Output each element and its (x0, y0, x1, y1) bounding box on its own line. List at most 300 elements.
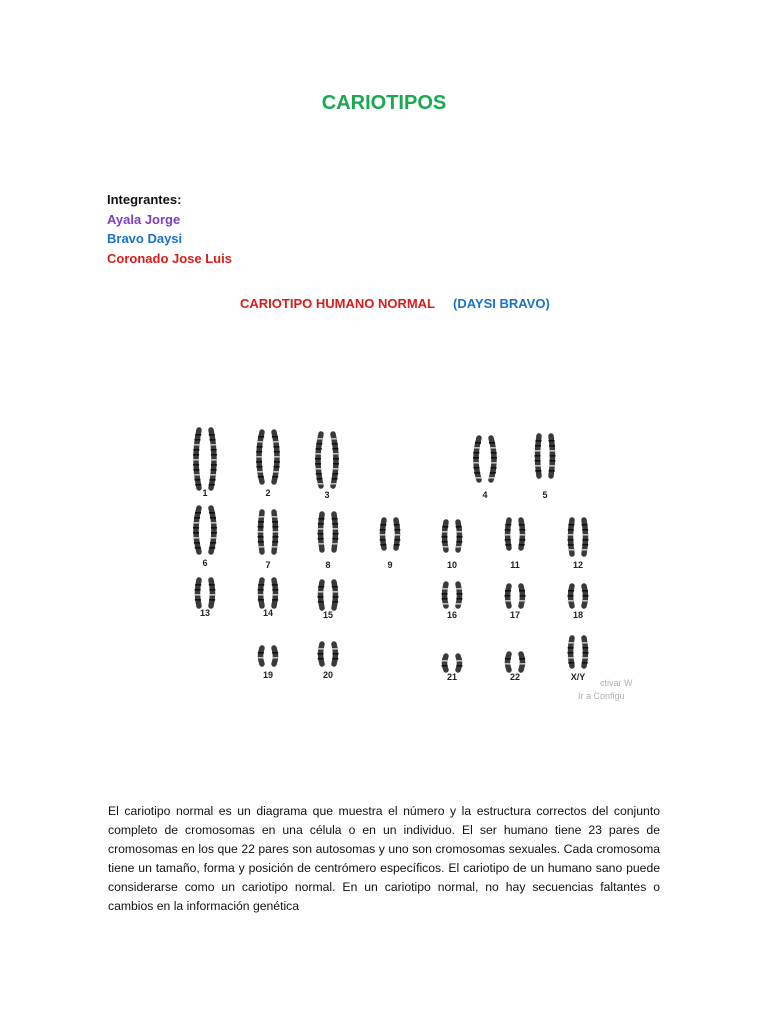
chromosome-band (505, 595, 511, 597)
chromosome-band (380, 529, 386, 531)
chromosome-band (491, 457, 497, 459)
chromosome-band (209, 434, 215, 436)
chromosome-band (549, 470, 555, 472)
chromosome-band (490, 472, 496, 474)
chromosome-band (568, 544, 574, 546)
chromosome-band (272, 521, 278, 523)
chromosome-pair (193, 508, 217, 568)
chromosome-pair (568, 520, 589, 570)
chromosome-band (535, 440, 541, 442)
chromosome-pair (258, 580, 279, 618)
chromosome-band (535, 445, 541, 447)
chromosome-band (195, 594, 201, 596)
chromosome-band (568, 647, 574, 649)
chromosome-band (256, 456, 262, 458)
chromosome-band (535, 465, 541, 467)
chromosome-band (272, 589, 278, 591)
chromosome-pair (505, 586, 526, 620)
chromosome-band (474, 447, 480, 449)
chromosome-band (195, 484, 201, 486)
chromosome-band (582, 642, 588, 644)
chromosome-band (210, 474, 216, 476)
chromosome-label: 18 (572, 610, 584, 620)
chromosome-band (394, 529, 400, 531)
chromosome-chromatid (211, 580, 213, 606)
chromosome-band (258, 536, 264, 538)
chromosome-band (210, 439, 216, 441)
chromosome-label: 2 (265, 488, 271, 498)
chromosome-band (257, 446, 263, 448)
chromosome-band (568, 662, 574, 664)
chromosome-band (442, 665, 448, 667)
chromosome-pair (193, 430, 217, 498)
chromosome-band (519, 539, 525, 541)
chromosome-band (568, 524, 574, 526)
chromosome-band (568, 590, 574, 592)
chromosome-label: 21 (446, 672, 458, 682)
chromosome-band (331, 438, 337, 440)
chromosome-band (535, 470, 541, 472)
chromosome-band (333, 468, 339, 470)
chromosome-band (456, 603, 462, 605)
chromosome-band (193, 459, 199, 461)
chromosome-band (272, 546, 278, 548)
karyotype-image (180, 420, 640, 710)
chromosome-band (332, 523, 338, 525)
chromosome-pair (258, 648, 279, 680)
chromosome-band (274, 456, 280, 458)
chromosome-band (549, 465, 555, 467)
chromosome-band (210, 444, 216, 446)
chromosome-band (194, 479, 200, 481)
chromosome-band (568, 595, 574, 597)
chromosome-band (519, 658, 525, 660)
chromosome-band (318, 601, 324, 603)
chromosome-band (194, 517, 200, 519)
chromosome-band (272, 584, 278, 586)
chromosome-band (582, 529, 588, 531)
chromosome-band (456, 546, 462, 548)
chromosome-band (193, 522, 199, 524)
chromosome-pair (505, 654, 526, 682)
chromosome-band (535, 455, 541, 457)
chromosome-band (272, 599, 278, 601)
chromosome-band (489, 442, 495, 444)
chromosome-chromatid (274, 648, 276, 664)
chromosome-pair (442, 656, 463, 682)
chromosome-label: 4 (482, 490, 488, 500)
chromosome-band (193, 532, 199, 534)
chromosome-band (316, 473, 322, 475)
chromosome-label: 8 (325, 560, 331, 570)
chromosome-band (456, 660, 462, 662)
chromosome-band (332, 533, 338, 535)
chromosome-band (318, 596, 324, 598)
chromosome-band (568, 642, 574, 644)
chromosome-chromatid (261, 580, 263, 606)
chromosome-band (194, 439, 200, 441)
chromosome-band (491, 462, 497, 464)
members-heading: Integrantes: (107, 192, 182, 207)
chromosome-band (258, 516, 264, 518)
chromosome-band (332, 478, 338, 480)
chromosome-band (568, 652, 574, 654)
chromosome-band (568, 539, 574, 541)
chromosome-band (318, 538, 324, 540)
chromosome-band (456, 665, 462, 667)
chromosome-band (456, 593, 462, 595)
chromosome-band (209, 547, 215, 549)
chromosome-label: 16 (446, 610, 458, 620)
chromosome-band (318, 586, 324, 588)
chromosome-band (380, 539, 386, 541)
chromosome-band (519, 600, 525, 602)
chromosome-band (193, 469, 199, 471)
chromosome-band (394, 539, 400, 541)
chromosome-band (318, 528, 324, 530)
chromosome-pair (318, 582, 339, 620)
chromosome-pair (318, 514, 339, 570)
chromosome-band (210, 517, 216, 519)
chromosome-band (211, 449, 217, 451)
chromosome-label: 9 (387, 560, 393, 570)
chromosome-band (568, 529, 574, 531)
chromosome-band (258, 546, 264, 548)
chromosome-band (210, 542, 216, 544)
chromosome-band (195, 547, 201, 549)
chromosome-band (333, 453, 339, 455)
karyotype-figure (180, 420, 640, 710)
chromosome-pair (195, 580, 216, 618)
chromosome-band (210, 479, 216, 481)
chromosome-band (582, 662, 588, 664)
chromosome-band (332, 538, 338, 540)
chromosome-band (211, 464, 217, 466)
subtitle-author: (DAYSI BRAVO) (453, 296, 550, 311)
chromosome-label: 5 (542, 490, 548, 500)
chromosome-band (272, 516, 278, 518)
chromosome-chromatid (445, 656, 447, 670)
chromosome-band (193, 449, 199, 451)
chromosome-band (193, 454, 199, 456)
chromosome-band (316, 448, 322, 450)
chromosome-band (505, 600, 511, 602)
chromosome-band (258, 526, 264, 528)
chromosome-band (394, 524, 400, 526)
chromosome-band (272, 536, 278, 538)
chromosome-label: 11 (510, 560, 520, 570)
chromosome-band (442, 588, 448, 590)
chromosome-band (519, 595, 525, 597)
watermark-line1: ctivar W (600, 678, 633, 688)
chromosome-chromatid (458, 656, 460, 670)
chromosome-pair (380, 520, 401, 570)
chromosome-pair (315, 434, 339, 500)
chromosome-band (272, 594, 278, 596)
chromosome-band (274, 466, 280, 468)
chromosome-band (318, 543, 324, 545)
chromosome-band (274, 451, 280, 453)
chromosome-band (442, 536, 448, 538)
chromosome-band (473, 467, 479, 469)
chromosome-band (568, 549, 574, 551)
chromosome-band (380, 544, 386, 546)
chromosome-band (505, 658, 511, 660)
chromosome-band (549, 445, 555, 447)
chromosome-pair (256, 432, 280, 498)
chromosome-band (489, 477, 495, 479)
chromosome-band (258, 521, 264, 523)
chromosome-band (195, 589, 201, 591)
chromosome-band (491, 452, 497, 454)
chromosome-band (442, 531, 448, 533)
chromosome-band (209, 512, 215, 514)
chromosome-label: 20 (322, 670, 334, 680)
chromosome-band (209, 594, 215, 596)
chromosome-band (332, 528, 338, 530)
chromosome-band (258, 594, 264, 596)
chromosome-band (316, 478, 322, 480)
member-name: Ayala Jorge (107, 211, 181, 227)
chromosome-label: 10 (446, 560, 458, 570)
chromosome-band (195, 434, 201, 436)
chromosome-band (258, 584, 264, 586)
chromosome-band (256, 451, 262, 453)
chromosome-band (475, 477, 481, 479)
chromosome-band (209, 584, 215, 586)
chromosome-band (317, 438, 323, 440)
chromosome-band (257, 441, 263, 443)
chromosome-chromatid (458, 584, 460, 606)
chromosome-band (193, 527, 199, 529)
chromosome-band (549, 450, 555, 452)
chromosome-label: 15 (322, 610, 334, 620)
chromosome-band (505, 529, 511, 531)
chromosome-band (582, 549, 588, 551)
chromosome-band (318, 523, 324, 525)
chromosome-band (582, 544, 588, 546)
chromosome-band (490, 447, 496, 449)
chromosome-band (456, 598, 462, 600)
chromosome-band (272, 652, 278, 654)
chromosome-band (582, 590, 588, 592)
chromosome-band (442, 526, 448, 528)
chromosome-band (394, 544, 400, 546)
chromosome-band (256, 466, 262, 468)
chromosome-band (473, 457, 479, 459)
chromosome-chromatid (196, 508, 199, 552)
chromosome-band (505, 663, 511, 665)
chromosome-chromatid (211, 508, 214, 552)
chromosome-band (195, 584, 201, 586)
chromosome-band (442, 660, 448, 662)
chromosome-band (332, 658, 338, 660)
chromosome-band (332, 601, 338, 603)
chromosome-band (258, 652, 264, 654)
chromosome-band (519, 529, 525, 531)
subtitle-main: CARIOTIPO HUMANO NORMAL (240, 296, 435, 311)
chromosome-band (475, 442, 481, 444)
chromosome-band (380, 534, 386, 536)
chromosome-band (519, 590, 525, 592)
chromosome-chromatid (198, 580, 200, 606)
chromosome-band (317, 483, 323, 485)
members-block (107, 190, 232, 268)
chromosome-chromatid (445, 584, 447, 606)
chromosome-band (315, 468, 321, 470)
chromosome-pair (318, 644, 339, 680)
chromosome-chromatid (476, 438, 479, 480)
description-paragraph: El cariotipo normal es un diagrama que muestra el número y la estructura correctos del conjunto completo de cromosomas en una célula o en un individuo. El ser humano tiene 23 pares de cromosomas en los que 22 pares son autosomas y uno son cromosomas sexuales. Cada cromosoma tiene un tamaño, forma y posición de centrómero específicos. El cariotipo de un humano sano puede considerarse como un cariotipo normal. En un cariotipo normal, no hay secuencias faltantes o cambios en la información genética (108, 804, 660, 913)
chromosome-band (583, 652, 589, 654)
chromosome-pair (258, 512, 279, 570)
chromosome-band (211, 459, 217, 461)
chromosome-pair (535, 436, 556, 500)
chromosome-band (316, 443, 322, 445)
chromosome-band (535, 460, 541, 462)
chromosome-band (209, 589, 215, 591)
chromosome-band (211, 522, 217, 524)
chromosome-band (456, 588, 462, 590)
chromosome-band (582, 539, 588, 541)
chromosome-band (318, 648, 324, 650)
chromosome-band (195, 512, 201, 514)
chromosome-band (535, 450, 541, 452)
chromosome-band (582, 600, 588, 602)
chromosome-band (332, 543, 338, 545)
chromosome-band (442, 593, 448, 595)
chromosome-band (520, 534, 526, 536)
chromosome-chromatid (321, 582, 323, 608)
chromosome-band (315, 463, 321, 465)
chromosome-label: X/Y (570, 672, 586, 682)
chromosome-band (274, 461, 280, 463)
chromosome-pair (473, 438, 497, 500)
chromosome-band (194, 474, 200, 476)
chromosome-band (315, 453, 321, 455)
page-title: CARIOTIPOS (321, 92, 447, 114)
chromosome-band (456, 531, 462, 533)
chromosome-band (315, 458, 321, 460)
chromosome-band (318, 658, 324, 660)
chromosome-band (473, 462, 479, 464)
chromosome-band (582, 524, 588, 526)
chromosome-band (211, 454, 217, 456)
chromosome-label: 13 (199, 608, 211, 618)
chromosome-band (331, 483, 337, 485)
chromosome-band (491, 467, 497, 469)
chromosome-band (395, 534, 401, 536)
chromosome-pair (568, 586, 589, 620)
chromosome-band (332, 473, 338, 475)
chromosome-band (332, 586, 338, 588)
chromosome-band (272, 541, 278, 543)
chromosome-band (568, 534, 574, 536)
chromosome-pair (442, 522, 463, 570)
chromosome-band (272, 531, 278, 533)
chromosome-band (332, 591, 338, 593)
chromosome-band (193, 464, 199, 466)
chromosome-band (519, 524, 525, 526)
chromosome-label: 3 (324, 490, 330, 500)
chromosome-band (209, 484, 215, 486)
chromosome-band (582, 534, 588, 536)
chromosome-band (257, 471, 263, 473)
chromosome-chromatid (491, 438, 494, 480)
chromosome-band (211, 527, 217, 529)
chromosome-band (456, 526, 462, 528)
chromosome-band (442, 598, 448, 600)
chromosome-band (272, 526, 278, 528)
chromosome-band (273, 441, 279, 443)
chromosome-band (549, 440, 555, 442)
chromosome-band (505, 590, 511, 592)
chromosome-band (380, 524, 386, 526)
chromosome-label: 14 (262, 608, 274, 618)
chromosome-label: 22 (509, 672, 521, 682)
chromosome-band (195, 599, 201, 601)
chromosome-band (332, 443, 338, 445)
chromosome-band (457, 536, 463, 538)
chromosome-band (474, 472, 480, 474)
chromosome-label: 17 (509, 610, 521, 620)
chromosome-band (519, 663, 525, 665)
chromosome-pair (568, 638, 589, 682)
chromosome-band (456, 541, 462, 543)
watermark-line2: Ir a Configu (578, 691, 625, 701)
chromosome-label: 1 (202, 488, 208, 498)
chromosome-band (258, 436, 264, 438)
chromosome-band (272, 657, 278, 659)
chromosome-band (256, 461, 262, 463)
chromosome-band (258, 531, 264, 533)
chromosome-band (258, 589, 264, 591)
chromosome-band (209, 599, 215, 601)
chromosome-band (272, 436, 278, 438)
chromosome-band (318, 653, 324, 655)
chromosome-band (258, 599, 264, 601)
chromosome-band (442, 546, 448, 548)
chromosome-band (505, 539, 511, 541)
member-name: Bravo Daysi (107, 231, 183, 246)
chromosome-band (258, 476, 264, 478)
chromosome-band (211, 469, 217, 471)
chromosome-band (549, 460, 555, 462)
chromosome-band (194, 444, 200, 446)
chromosome-band (333, 458, 339, 460)
chromosome-chromatid (334, 582, 336, 608)
karyotype-subtitle (240, 296, 550, 311)
chromosome-band (193, 537, 199, 539)
chromosome-label: 12 (572, 560, 584, 570)
chromosome-chromatid (261, 648, 263, 664)
chromosome-band (519, 544, 525, 546)
chromosome-band (582, 657, 588, 659)
chromosome-band (442, 603, 448, 605)
chromosome-band (211, 537, 217, 539)
chromosome-band (473, 452, 479, 454)
chromosome-band (333, 463, 339, 465)
chromosome-band (318, 518, 324, 520)
chromosome-band (568, 657, 574, 659)
chromosome-band (332, 518, 338, 520)
chromosome-band (505, 524, 511, 526)
chromosome-band (332, 448, 338, 450)
chromosome-chromatid (274, 580, 276, 606)
chromosome-band (582, 595, 588, 597)
chromosome-band (332, 596, 338, 598)
chromosome-band (332, 648, 338, 650)
